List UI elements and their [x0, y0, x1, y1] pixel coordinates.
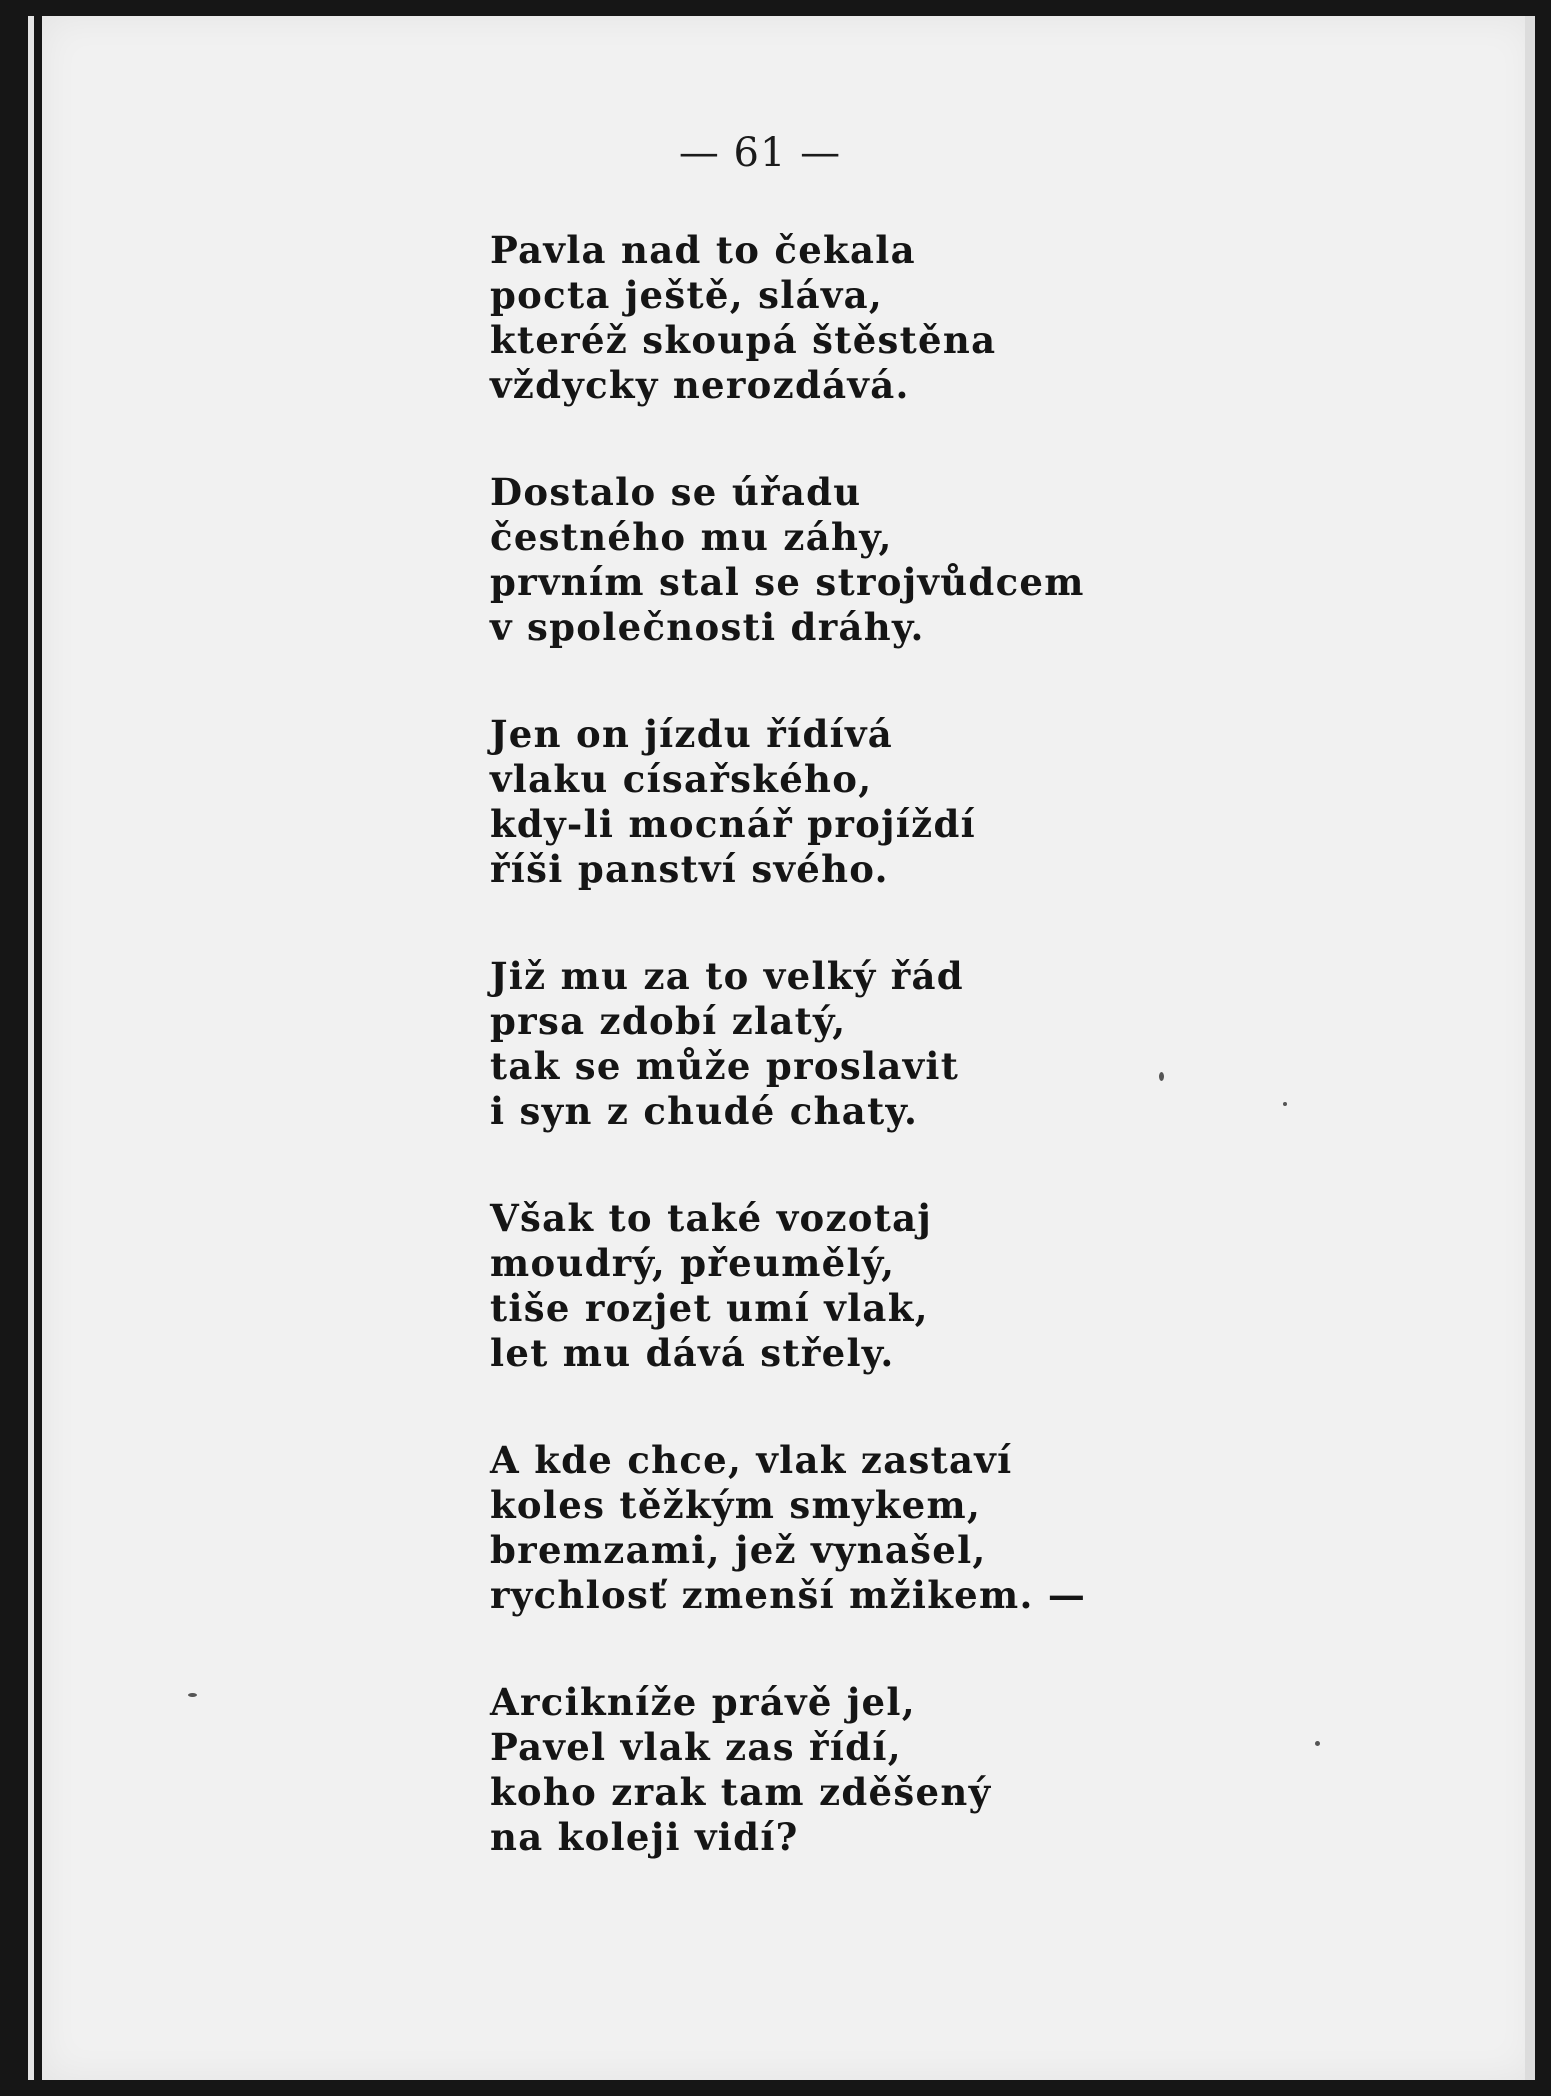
stanza-5 [490, 1196, 1090, 1376]
poem-line: Dostalo se úřadu [490, 470, 862, 514]
stanza-4 [490, 954, 1090, 1134]
poem-line: Arcikníže právě jel, [490, 1680, 916, 1724]
stanza-7 [490, 1680, 1090, 1860]
poem-line: let mu dává střely. [490, 1331, 895, 1375]
poem-line: vlaku císařského, [490, 757, 873, 801]
poem-line: na koleji vidí? [490, 1815, 799, 1859]
dust-speck [1159, 1072, 1164, 1081]
stanza-1 [490, 228, 1090, 408]
poem-line: Pavel vlak zas řídí, [490, 1725, 902, 1769]
poem-line: v společnosti dráhy. [490, 605, 925, 649]
poem-line: koho zrak tam zděšený [490, 1770, 992, 1814]
poem-line: kdy-li mocnář projíždí [490, 802, 976, 846]
poem-line: Již mu za to velký řád [490, 954, 964, 998]
poem-line: A kde chce, vlak zastaví [490, 1438, 1013, 1482]
poem-line: bremzami, jež vynašel, [490, 1528, 987, 1572]
poem-line: kteréž skoupá štěstěna [490, 318, 997, 362]
poem-line: říši panství svého. [490, 847, 889, 891]
poem-line: pocta ještě, sláva, [490, 273, 884, 317]
page-edge-left [28, 16, 34, 2080]
dust-speck [188, 1693, 197, 1697]
poem-line: prvním stal se strojvůdcem [490, 560, 1085, 604]
poem-line: Však to také vozotaj [490, 1196, 933, 1240]
poem-line: moudrý, přeumělý, [490, 1241, 896, 1285]
poem-line: prsa zdobí zlatý, [490, 999, 847, 1043]
poem-line: čestného mu záhy, [490, 515, 893, 559]
dust-speck [1283, 1102, 1287, 1106]
poem-line: i syn z chudé chaty. [490, 1089, 919, 1133]
poem-line: tak se může proslavit [490, 1044, 960, 1088]
stanza-6 [490, 1438, 1090, 1618]
poem-line: vždycky nerozdává. [490, 363, 910, 407]
page-edge-right [1525, 16, 1535, 2080]
poem-line: Jen on jízdu řídívá [490, 712, 894, 756]
poem-line: Pavla nad to čekala [490, 228, 916, 272]
stanza-2 [490, 470, 1090, 650]
dust-speck [1315, 1741, 1320, 1746]
poem-line: tiše rozjet umí vlak, [490, 1286, 929, 1330]
page-number: — 61 — [678, 130, 842, 176]
poem-line: koles těžkým smykem, [490, 1483, 982, 1527]
poem [490, 228, 1090, 1922]
stanza-3 [490, 712, 1090, 892]
poem-line: rychlosť zmenší mžikem. — [490, 1573, 1087, 1617]
